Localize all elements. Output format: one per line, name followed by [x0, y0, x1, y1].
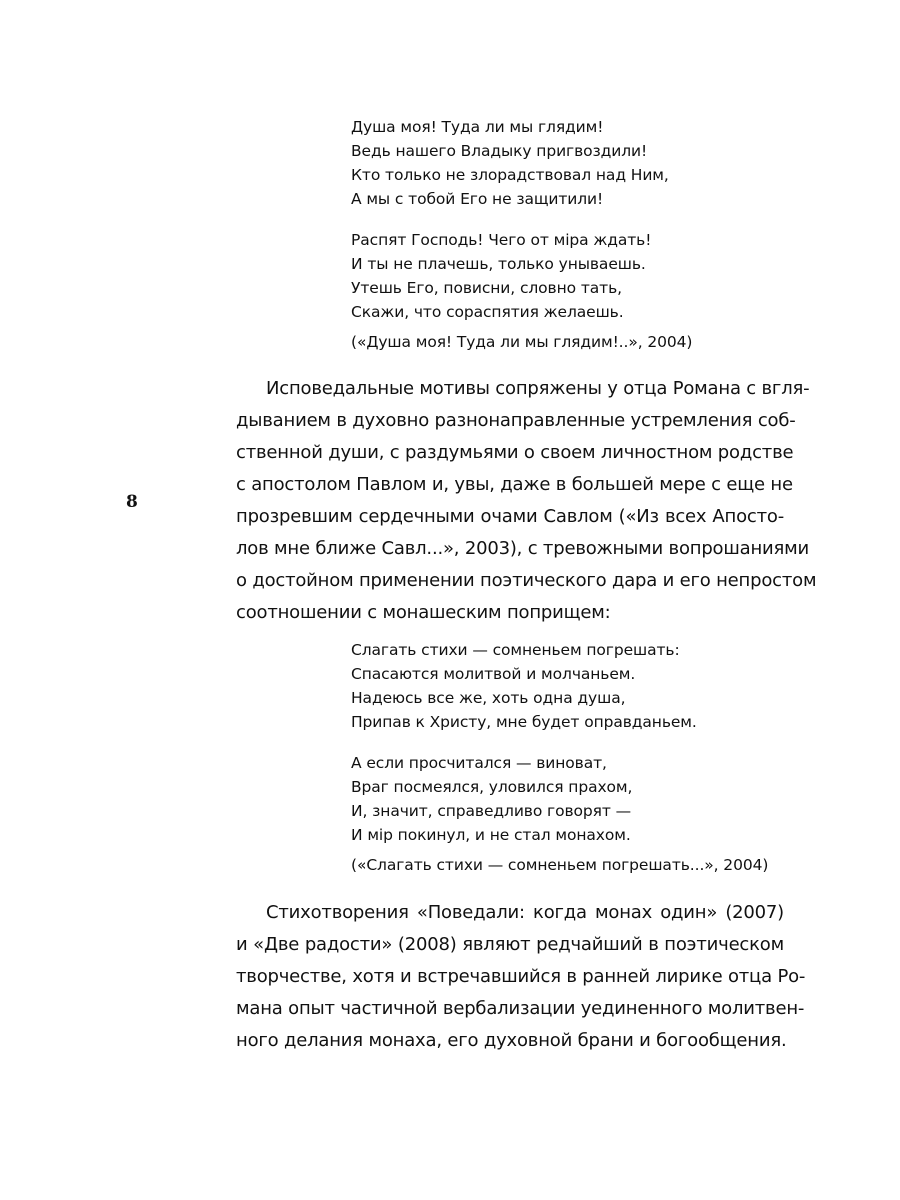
paragraph-line: ного делания монаха, его духовной брани и богообщения.: [236, 1030, 787, 1051]
verse-line: Слагать стихи — сомненьем погрешать:: [351, 641, 680, 659]
verse-line: Надеюсь все же, хоть одна душа,: [351, 689, 626, 707]
verse-line: Спасаются молитвой и молчаньем.: [351, 665, 636, 683]
paragraph-line: прозревшим сердечными очами Савлом («Из всех Апосто-: [236, 506, 784, 527]
poem-1-stanza-1: [351, 115, 692, 211]
paragraph-line: ственной души, с раздумьями о своем личностном родстве: [236, 442, 794, 463]
verse-line: Припав к Христу, мне будет оправданьем.: [351, 713, 697, 731]
verse-line: И, значит, справедливо говорят —: [351, 802, 632, 820]
paragraph-line: мана опыт частичной вербализации уединенного молитвен-: [236, 998, 805, 1019]
paragraph-line: с апостолом Павлом и, увы, даже в большей мере с еще не: [236, 474, 793, 495]
verse-line: И ты не плачешь, только унываешь.: [351, 255, 646, 273]
verse-line: А если просчитался — виноват,: [351, 754, 607, 772]
paragraph-2: [236, 897, 806, 1057]
verse-line: Распят Господь! Чего от міра ждать!: [351, 231, 652, 249]
paragraph-line: лов мне ближе Савл...», 2003), с тревожными вопрошаниями: [236, 538, 810, 559]
page-number: 8: [126, 492, 138, 512]
poem-2-stanza-2: [351, 751, 768, 847]
paragraph-line: о достойном применении поэтического дара и его непростом: [236, 570, 817, 591]
verse-line: И мір покинул, и не стал монахом.: [351, 826, 631, 844]
verse-line: Душа моя! Туда ли мы глядим!: [351, 118, 604, 136]
paragraph-line: дыванием в духовно разнонаправленные устремления соб-: [236, 410, 796, 431]
poem-1-stanza-2: [351, 228, 692, 324]
verse-line: Враг посмеялся, уловился прахом,: [351, 778, 633, 796]
paragraph-line: творчестве, хотя и встречавшийся в ранней лирике отца Ро-: [236, 966, 806, 987]
poem-2: [351, 638, 768, 877]
paragraph-line: Исповедальные мотивы сопряжены у отца Романа с вгля-: [266, 378, 810, 399]
paragraph-line: Стихотворения «Поведали: когда монах один» (2007): [266, 902, 784, 923]
verse-line: А мы с тобой Его не защитили!: [351, 190, 604, 208]
poem-2-stanza-1: [351, 638, 768, 734]
verse-line: Утешь Его, повисни, словно тать,: [351, 279, 622, 297]
verse-line: Ведь нашего Владыку пригвоздили!: [351, 142, 648, 160]
paragraph-line: и «Две радости» (2008) являют редчайший в поэтическом: [236, 934, 784, 955]
paragraph-line: соотношении с монашеским поприщем:: [236, 602, 611, 623]
verse-line: Кто только не злорадствовал над Ним,: [351, 166, 669, 184]
poem-2-citation: («Слагать стихи — сомненьем погрешать...», 2004): [351, 856, 769, 874]
poem-1: [351, 115, 692, 354]
paragraph-1: [236, 373, 817, 629]
verse-line: Скажи, что сораспятия желаешь.: [351, 303, 624, 321]
poem-1-citation: («Душа моя! Туда ли мы глядим!..», 2004): [351, 333, 693, 351]
